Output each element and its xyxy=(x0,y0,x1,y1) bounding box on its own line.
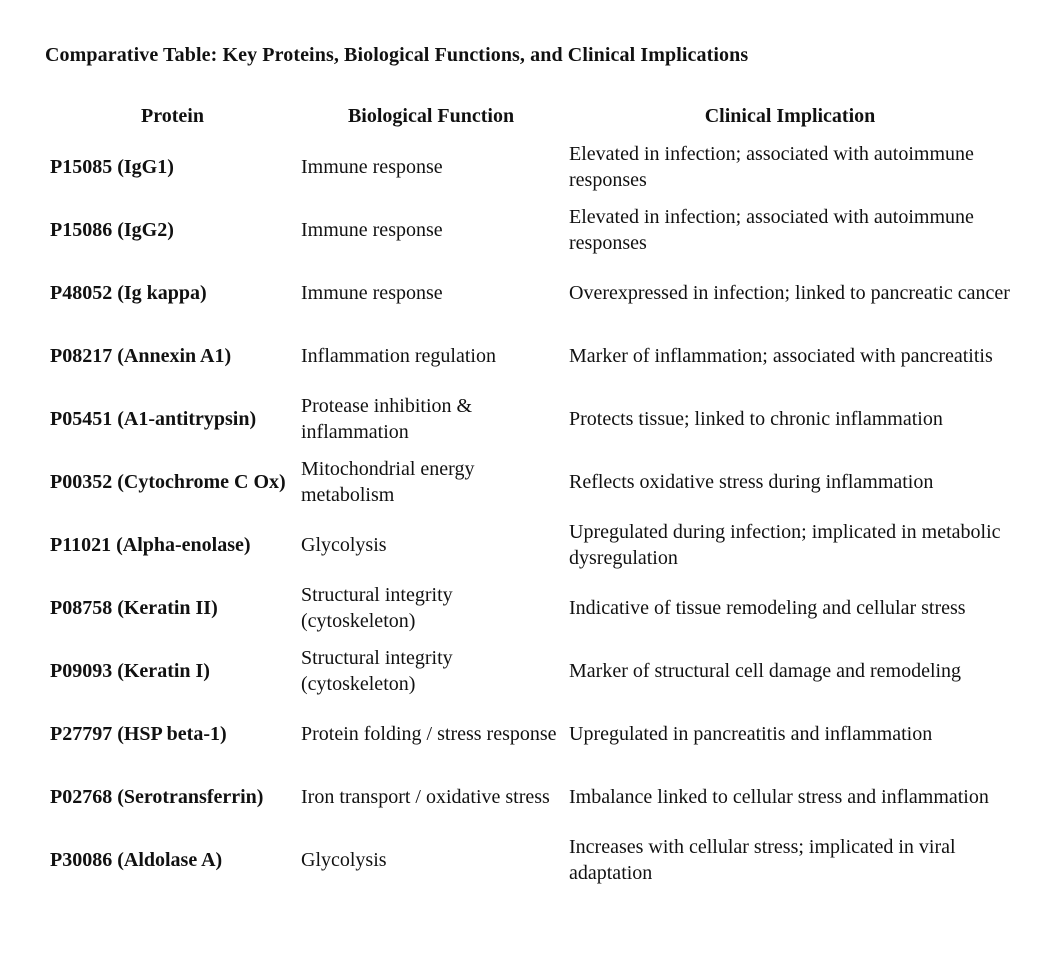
implication-cell: Imbalance linked to cellular stress and inflammation xyxy=(569,785,989,808)
implication-cell: Marker of structural cell damage and remodeling xyxy=(569,659,962,682)
function-cell: Structural integrity (cytoskeleton) xyxy=(301,583,453,632)
function-cell: Protease inhibition & inflammation xyxy=(301,394,473,443)
implication-cell: Upregulated during infection; implicated in metabolic dysregulation xyxy=(569,520,1001,569)
implication-cell: Protects tissue; linked to chronic inflammation xyxy=(569,407,943,430)
function-cell: Immune response xyxy=(301,155,443,178)
implication-cell: Indicative of tissue remodeling and cellular stress xyxy=(569,596,966,619)
protein-cell: P02768 (Serotransferrin) xyxy=(50,785,264,808)
protein-cell: P15085 (IgG1) xyxy=(50,155,174,178)
protein-comparison-table xyxy=(48,103,1015,891)
function-cell: Glycolysis xyxy=(301,533,387,556)
function-cell: Structural integrity (cytoskeleton) xyxy=(301,646,453,695)
protein-cell: P11021 (Alpha-enolase) xyxy=(50,533,251,556)
function-cell: Glycolysis xyxy=(301,848,387,871)
protein-cell: P05451 (A1-antitrypsin) xyxy=(50,407,257,430)
implication-cell: Increases with cellular stress; implicated in viral adaptation xyxy=(569,835,956,884)
implication-cell: Elevated in infection; associated with autoimmune responses xyxy=(569,205,974,254)
protein-cell: P27797 (HSP beta-1) xyxy=(50,722,227,745)
protein-cell: P08217 (Annexin A1) xyxy=(50,344,232,367)
table-header-row xyxy=(48,103,1015,135)
protein-cell: P30086 (Aldolase A) xyxy=(50,848,223,871)
function-cell: Immune response xyxy=(301,281,443,304)
protein-cell: P09093 (Keratin I) xyxy=(50,659,210,682)
implication-cell: Elevated in infection; associated with autoimmune responses xyxy=(569,142,974,191)
protein-cell: P00352 (Cytochrome C Ox) xyxy=(50,470,286,493)
table-row xyxy=(48,261,1015,324)
protein-cell: P48052 (Ig kappa) xyxy=(50,281,207,304)
function-cell: Protein folding / stress response xyxy=(301,722,557,745)
implication-cell: Marker of inflammation; associated with pancreatitis xyxy=(569,344,993,367)
implication-cell: Overexpressed in infection; linked to pancreatic cancer xyxy=(569,281,1010,304)
table-row xyxy=(48,639,1015,702)
function-cell: Iron transport / oxidative stress xyxy=(301,785,550,808)
table-row xyxy=(48,702,1015,765)
table-row xyxy=(48,576,1015,639)
column-header-biological-function: Biological Function xyxy=(347,105,515,127)
column-header-protein: Protein xyxy=(141,105,204,127)
table-row xyxy=(48,198,1015,261)
implication-cell: Reflects oxidative stress during inflammation xyxy=(569,470,934,493)
function-cell: Mitochondrial energy metabolism xyxy=(301,457,475,506)
table-row xyxy=(48,387,1015,450)
protein-cell: P15086 (IgG2) xyxy=(50,218,174,241)
table-row xyxy=(48,135,1015,198)
protein-cell: P08758 (Keratin II) xyxy=(50,596,218,619)
table-row xyxy=(48,324,1015,387)
function-cell: Immune response xyxy=(301,218,443,241)
function-cell: Inflammation regulation xyxy=(301,344,496,367)
column-header-clinical-implication: Clinical Implication xyxy=(704,105,876,127)
table-row xyxy=(48,765,1015,828)
table-row xyxy=(48,450,1015,513)
table-row xyxy=(48,513,1015,576)
table-row xyxy=(48,828,1015,891)
document-title: Comparative Table: Key Proteins, Biological Functions, and Clinical Implications xyxy=(45,44,749,66)
implication-cell: Upregulated in pancreatitis and inflammation xyxy=(569,722,933,745)
